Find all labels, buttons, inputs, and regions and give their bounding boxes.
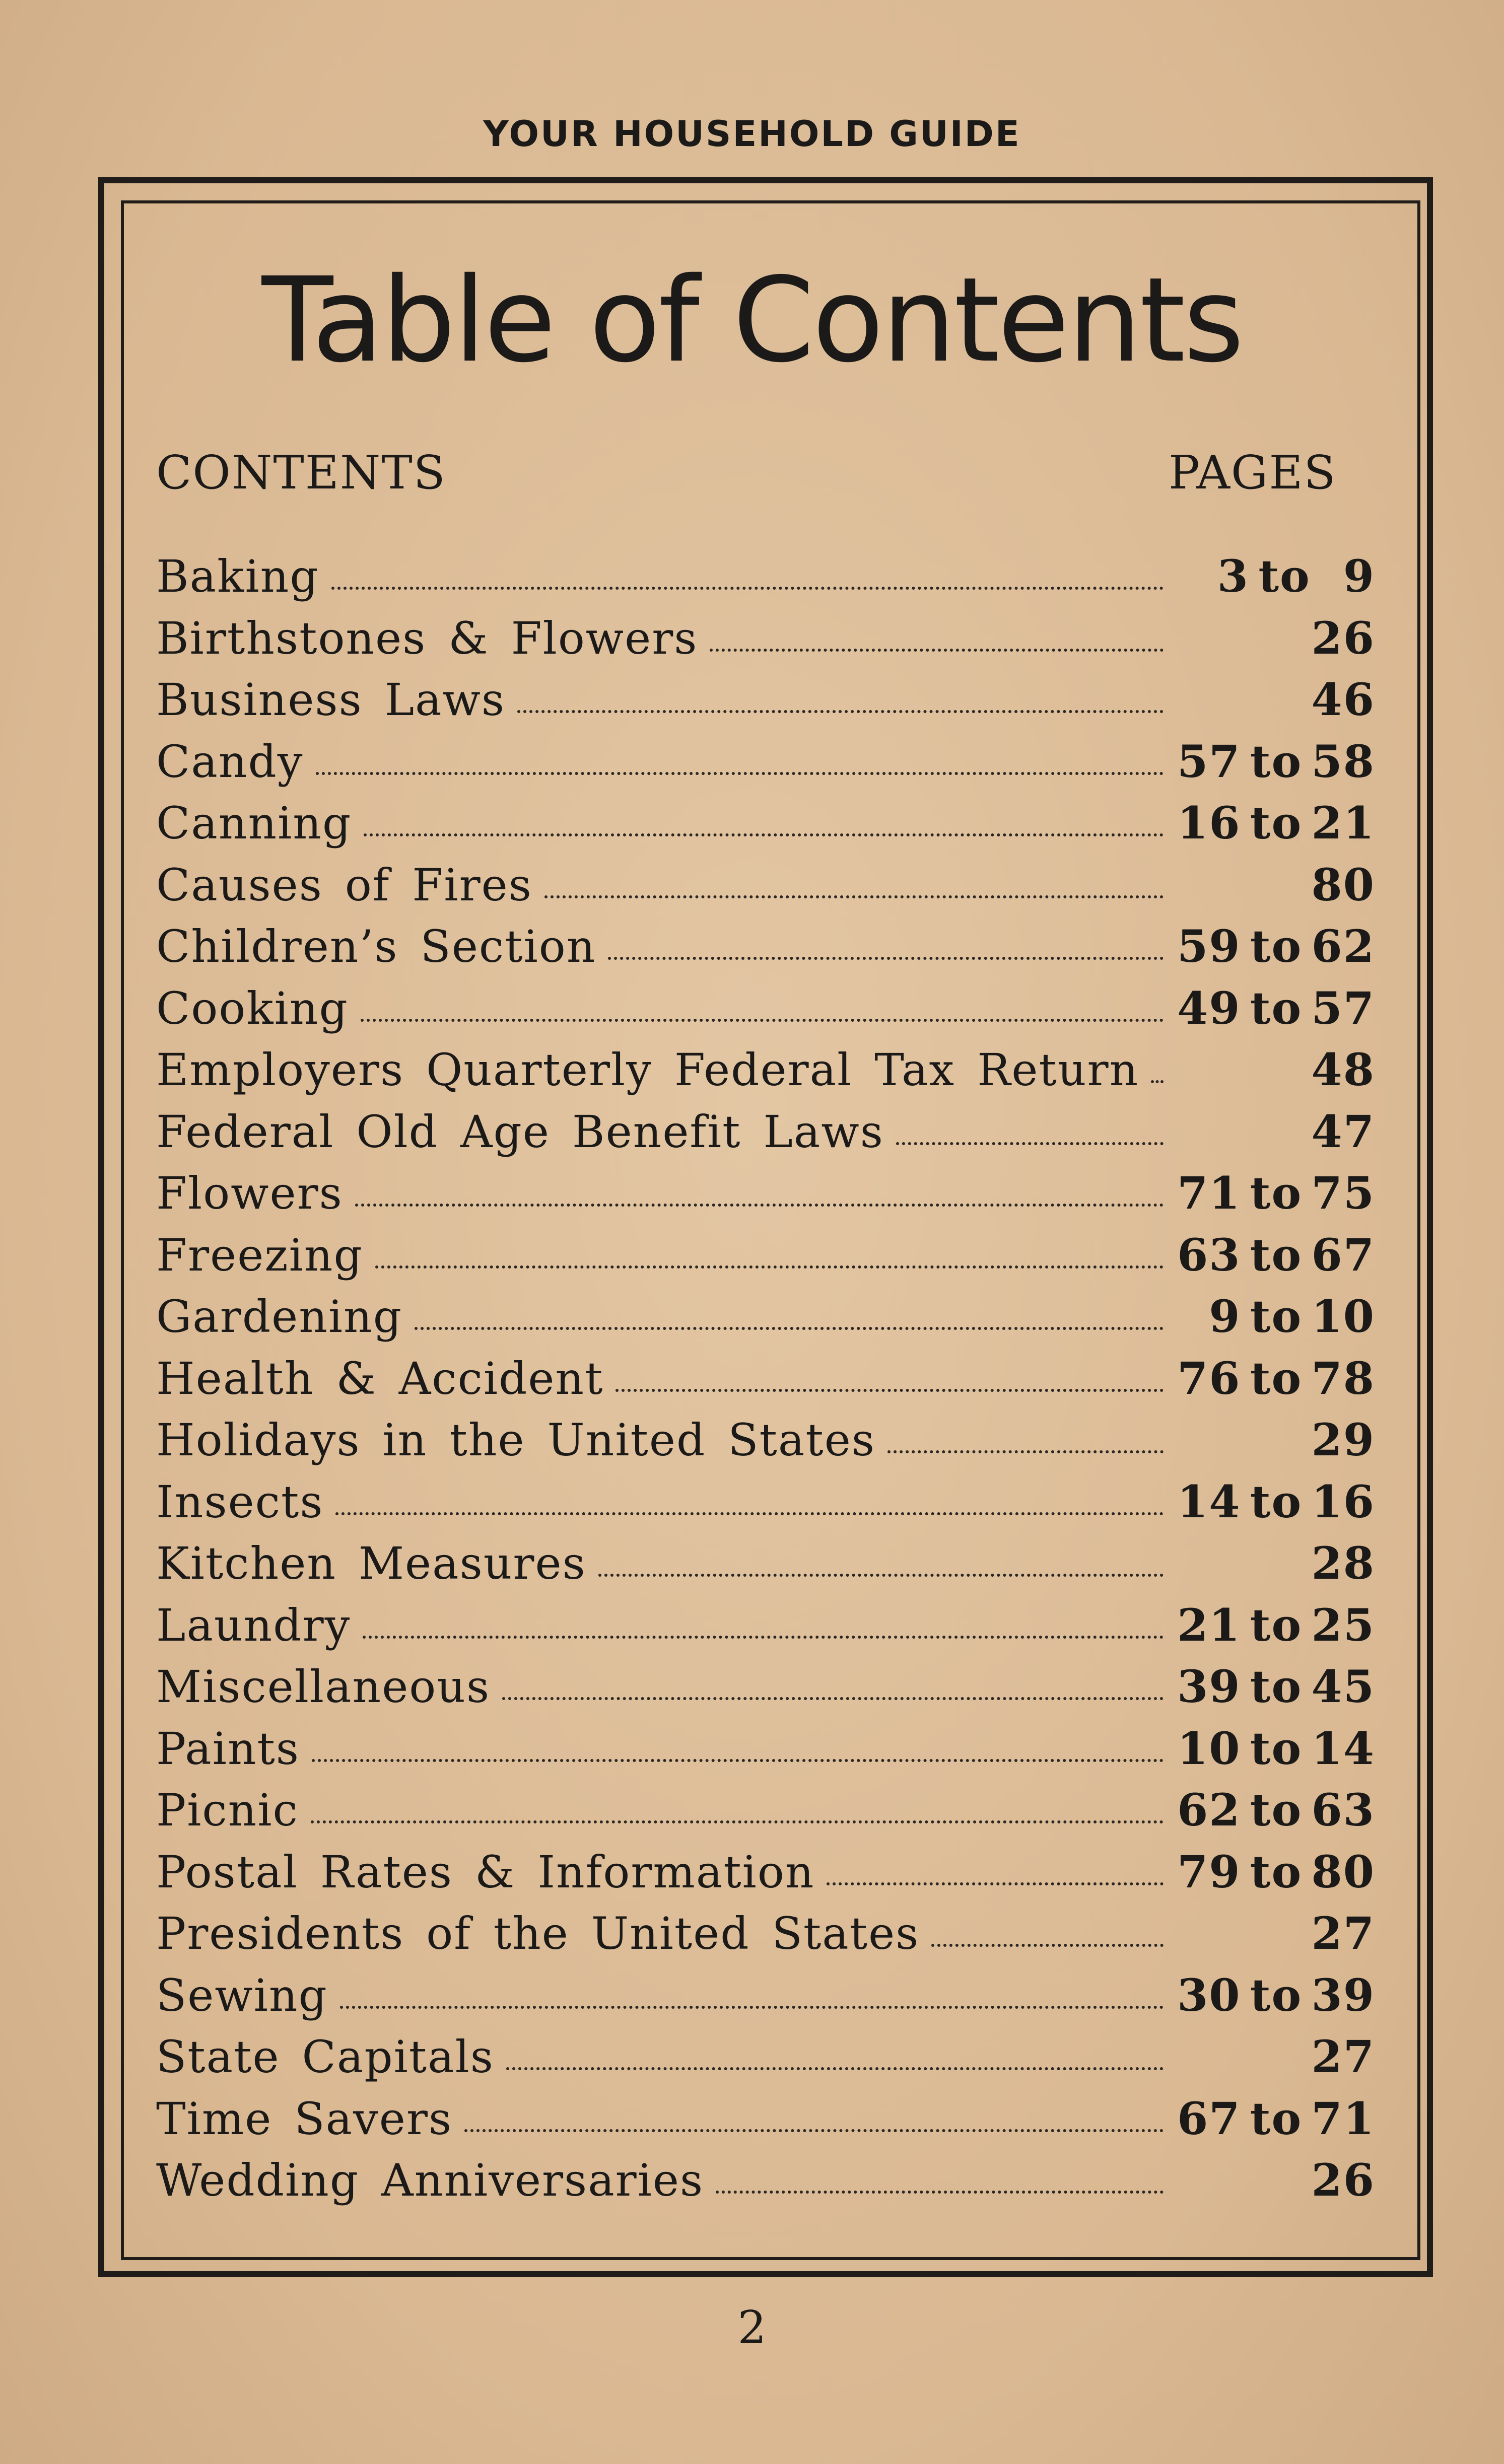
toc-entry xyxy=(156,612,1375,674)
page-to: 80 xyxy=(1311,1845,1375,1898)
entry-label: Cooking xyxy=(156,982,349,1034)
page-to: 25 xyxy=(1311,1598,1375,1651)
dot-leader xyxy=(506,2067,1164,2070)
pages-column-header: PAGES xyxy=(1169,446,1337,500)
entry-label: Business Laws xyxy=(156,674,506,726)
page-from: 21 xyxy=(1177,1598,1241,1651)
page-from: 39 xyxy=(1177,1660,1241,1713)
entry-label: Employers Quarterly Federal Tax Return xyxy=(156,1044,1139,1096)
toc-entry xyxy=(156,1290,1375,1352)
entry-label: Holidays in the United States xyxy=(156,1414,875,1466)
dot-leader xyxy=(331,586,1164,590)
entry-label: Flowers xyxy=(156,1167,343,1219)
page-to: 48 xyxy=(1311,1043,1375,1096)
dot-leader xyxy=(311,1820,1164,1823)
range-word: to xyxy=(1250,2092,1303,2145)
entry-label: Causes of Fires xyxy=(156,859,532,911)
entry-label: State Capitals xyxy=(156,2031,494,2083)
entry-pages xyxy=(1174,797,1375,849)
entry-pages xyxy=(1174,1846,1375,1898)
entry-pages xyxy=(1174,735,1375,788)
dot-leader xyxy=(316,771,1164,775)
toc-entry xyxy=(156,920,1375,982)
dot-leader xyxy=(363,1635,1164,1639)
page-to: 47 xyxy=(1311,1105,1375,1158)
toc-entry xyxy=(156,797,1375,859)
entry-label: Laundry xyxy=(156,1599,351,1651)
page-to: 57 xyxy=(1311,981,1375,1034)
toc-entry xyxy=(156,1105,1375,1167)
page-to: 45 xyxy=(1311,1660,1375,1713)
page-to: 62 xyxy=(1311,920,1375,972)
toc-entry xyxy=(156,1043,1375,1105)
entry-label: Children’s Section xyxy=(156,921,596,972)
page-from: 59 xyxy=(1177,920,1241,972)
dot-leader xyxy=(335,1512,1164,1515)
entry-label: Sewing xyxy=(156,1969,328,2021)
entry-label: Birthstones & Flowers xyxy=(156,612,698,664)
toc-entry xyxy=(156,1599,1375,1661)
toc-entry xyxy=(156,673,1375,735)
page-from: 16 xyxy=(1177,797,1241,849)
page-to: 58 xyxy=(1311,735,1375,788)
toc-entry xyxy=(156,1722,1375,1784)
toc-entry xyxy=(156,1907,1375,1969)
toc-entry xyxy=(156,550,1375,612)
toc-entries xyxy=(156,550,1375,2216)
dot-leader xyxy=(312,1758,1164,1762)
toc-entry xyxy=(156,1475,1375,1537)
entry-pages xyxy=(1174,1660,1375,1713)
page-to: 80 xyxy=(1311,858,1375,911)
entry-pages xyxy=(1174,2030,1375,2083)
dot-leader xyxy=(361,1018,1164,1022)
entry-label: Postal Rates & Information xyxy=(156,1846,815,1898)
entry-pages xyxy=(1174,982,1375,1034)
entry-label: Freezing xyxy=(156,1229,363,1281)
page-to: 14 xyxy=(1311,1722,1375,1775)
toc-entry xyxy=(156,2154,1375,2216)
entry-pages xyxy=(1174,1475,1375,1528)
entry-label: Candy xyxy=(156,735,304,788)
dot-leader xyxy=(364,833,1164,836)
toc-entry xyxy=(156,1229,1375,1291)
page-from: 30 xyxy=(1177,1968,1241,2021)
toc-entry xyxy=(156,1784,1375,1846)
toc-entry xyxy=(156,1167,1375,1229)
dot-leader xyxy=(375,1265,1164,1269)
entry-pages xyxy=(1174,1537,1375,1589)
range-word: to xyxy=(1250,920,1303,972)
range-word: to xyxy=(1250,1598,1303,1651)
page-from: 10 xyxy=(1177,1722,1241,1775)
entry-pages xyxy=(1174,1290,1375,1343)
entry-label: Wedding Anniversaries xyxy=(156,2154,704,2206)
page-from: 62 xyxy=(1177,1784,1241,1836)
page-from: 14 xyxy=(1177,1475,1241,1528)
entry-label: Canning xyxy=(156,797,352,849)
page-to: 28 xyxy=(1311,1537,1375,1589)
range-word: to xyxy=(1250,1968,1303,2021)
range-word: to xyxy=(1250,1845,1303,1898)
toc-entry xyxy=(156,982,1375,1044)
page-to: 26 xyxy=(1311,2154,1375,2206)
dot-leader xyxy=(896,1142,1164,1145)
entry-pages xyxy=(1174,1414,1375,1466)
page-to: 75 xyxy=(1311,1167,1375,1219)
dot-leader xyxy=(608,956,1164,960)
page-from: 71 xyxy=(1177,1167,1241,1219)
page-to: 27 xyxy=(1311,2030,1375,2083)
toc-entry xyxy=(156,1414,1375,1475)
page-to: 78 xyxy=(1311,1352,1375,1404)
entry-label: Gardening xyxy=(156,1291,403,1343)
dot-leader xyxy=(502,1697,1164,1700)
contents-column-header: CONTENTS xyxy=(156,446,446,500)
page-to: 27 xyxy=(1311,1907,1375,1959)
entry-pages xyxy=(1174,1105,1375,1158)
entry-pages xyxy=(1174,612,1375,664)
dot-leader xyxy=(517,710,1164,713)
entry-pages xyxy=(1174,1167,1375,1219)
page-from: 3 xyxy=(1217,550,1249,602)
page-from: 49 xyxy=(1177,981,1241,1034)
dot-leader xyxy=(598,1573,1164,1577)
range-word: to xyxy=(1250,981,1303,1034)
entry-pages xyxy=(1174,2092,1375,2145)
range-word: to xyxy=(1250,1660,1303,1713)
page-number: 2 xyxy=(737,2301,767,2354)
page-to: 71 xyxy=(1311,2092,1375,2145)
page-from: 63 xyxy=(1177,1228,1241,1281)
entry-label: Kitchen Measures xyxy=(156,1537,586,1589)
page-from: 76 xyxy=(1177,1352,1241,1404)
toc-entry xyxy=(156,859,1375,921)
toc-entry xyxy=(156,1352,1375,1414)
entry-label: Baking xyxy=(156,550,319,602)
range-word: to xyxy=(1250,1475,1303,1528)
dot-leader xyxy=(355,1203,1164,1207)
dot-leader xyxy=(544,895,1164,898)
entry-label: Federal Old Age Benefit Laws xyxy=(156,1105,884,1158)
toc-entry xyxy=(156,2092,1375,2154)
entry-label: Presidents of the United States xyxy=(156,1908,920,1959)
entry-pages xyxy=(1174,1043,1375,1096)
page-title: Table of Contents xyxy=(261,252,1243,388)
page-from: 57 xyxy=(1177,735,1241,788)
range-word: to xyxy=(1250,735,1303,788)
entry-pages xyxy=(1174,1352,1375,1404)
range-word: to xyxy=(1250,1722,1303,1775)
range-word: to xyxy=(1258,550,1311,602)
entry-pages xyxy=(1174,1907,1375,1959)
page-to: 29 xyxy=(1311,1414,1375,1466)
page-from: 67 xyxy=(1177,2092,1241,2145)
range-word: to xyxy=(1250,1167,1303,1219)
entry-pages xyxy=(1174,1969,1375,2021)
page-to: 63 xyxy=(1311,1784,1375,1836)
entry-pages xyxy=(1174,1599,1375,1651)
page-to: 67 xyxy=(1311,1228,1375,1281)
entry-label: Health & Accident xyxy=(156,1352,604,1404)
dot-leader xyxy=(710,648,1164,652)
range-word: to xyxy=(1250,1290,1303,1343)
dot-leader xyxy=(827,1882,1164,1885)
toc-entry xyxy=(156,1846,1375,1908)
page-to: 39 xyxy=(1311,1968,1375,2021)
toc-entry xyxy=(156,1537,1375,1599)
page-to: 46 xyxy=(1311,673,1375,726)
page-from: 79 xyxy=(1177,1845,1241,1898)
page-to: 26 xyxy=(1311,611,1375,664)
dot-leader xyxy=(464,2129,1164,2132)
entry-label: Paints xyxy=(156,1722,300,1775)
entry-label: Insects xyxy=(156,1475,324,1528)
dot-leader xyxy=(716,2190,1164,2194)
dot-leader xyxy=(415,1326,1164,1330)
range-word: to xyxy=(1250,1228,1303,1281)
toc-entry xyxy=(156,2030,1375,2092)
toc-entry xyxy=(156,735,1375,797)
range-word: to xyxy=(1250,1352,1303,1404)
entry-pages xyxy=(1174,550,1375,602)
dot-leader xyxy=(887,1450,1164,1453)
dot-leader xyxy=(616,1388,1164,1392)
range-word: to xyxy=(1250,1784,1303,1836)
entry-pages xyxy=(1174,673,1375,726)
dot-leader xyxy=(931,1943,1164,1947)
entry-label: Picnic xyxy=(156,1784,299,1836)
entry-pages xyxy=(1174,1229,1375,1281)
page-from: 9 xyxy=(1209,1290,1241,1343)
page-to: 16 xyxy=(1311,1475,1375,1528)
entry-label: Time Savers xyxy=(156,2092,453,2145)
running-head: YOUR HOUSEHOLD GUIDE xyxy=(483,113,1021,155)
entry-label: Miscellaneous xyxy=(156,1661,491,1713)
range-word: to xyxy=(1250,797,1303,849)
dot-leader xyxy=(1151,1080,1164,1083)
entry-pages xyxy=(1174,1722,1375,1775)
dot-leader xyxy=(340,2005,1164,2009)
entry-pages xyxy=(1174,859,1375,911)
toc-entry xyxy=(156,1660,1375,1722)
page-to: 21 xyxy=(1311,797,1375,849)
page-to: 10 xyxy=(1311,1290,1375,1343)
entry-pages xyxy=(1174,920,1375,972)
page-to: 9 xyxy=(1343,550,1375,602)
entry-pages xyxy=(1174,2154,1375,2206)
entry-pages xyxy=(1174,1784,1375,1836)
toc-entry xyxy=(156,1969,1375,2031)
